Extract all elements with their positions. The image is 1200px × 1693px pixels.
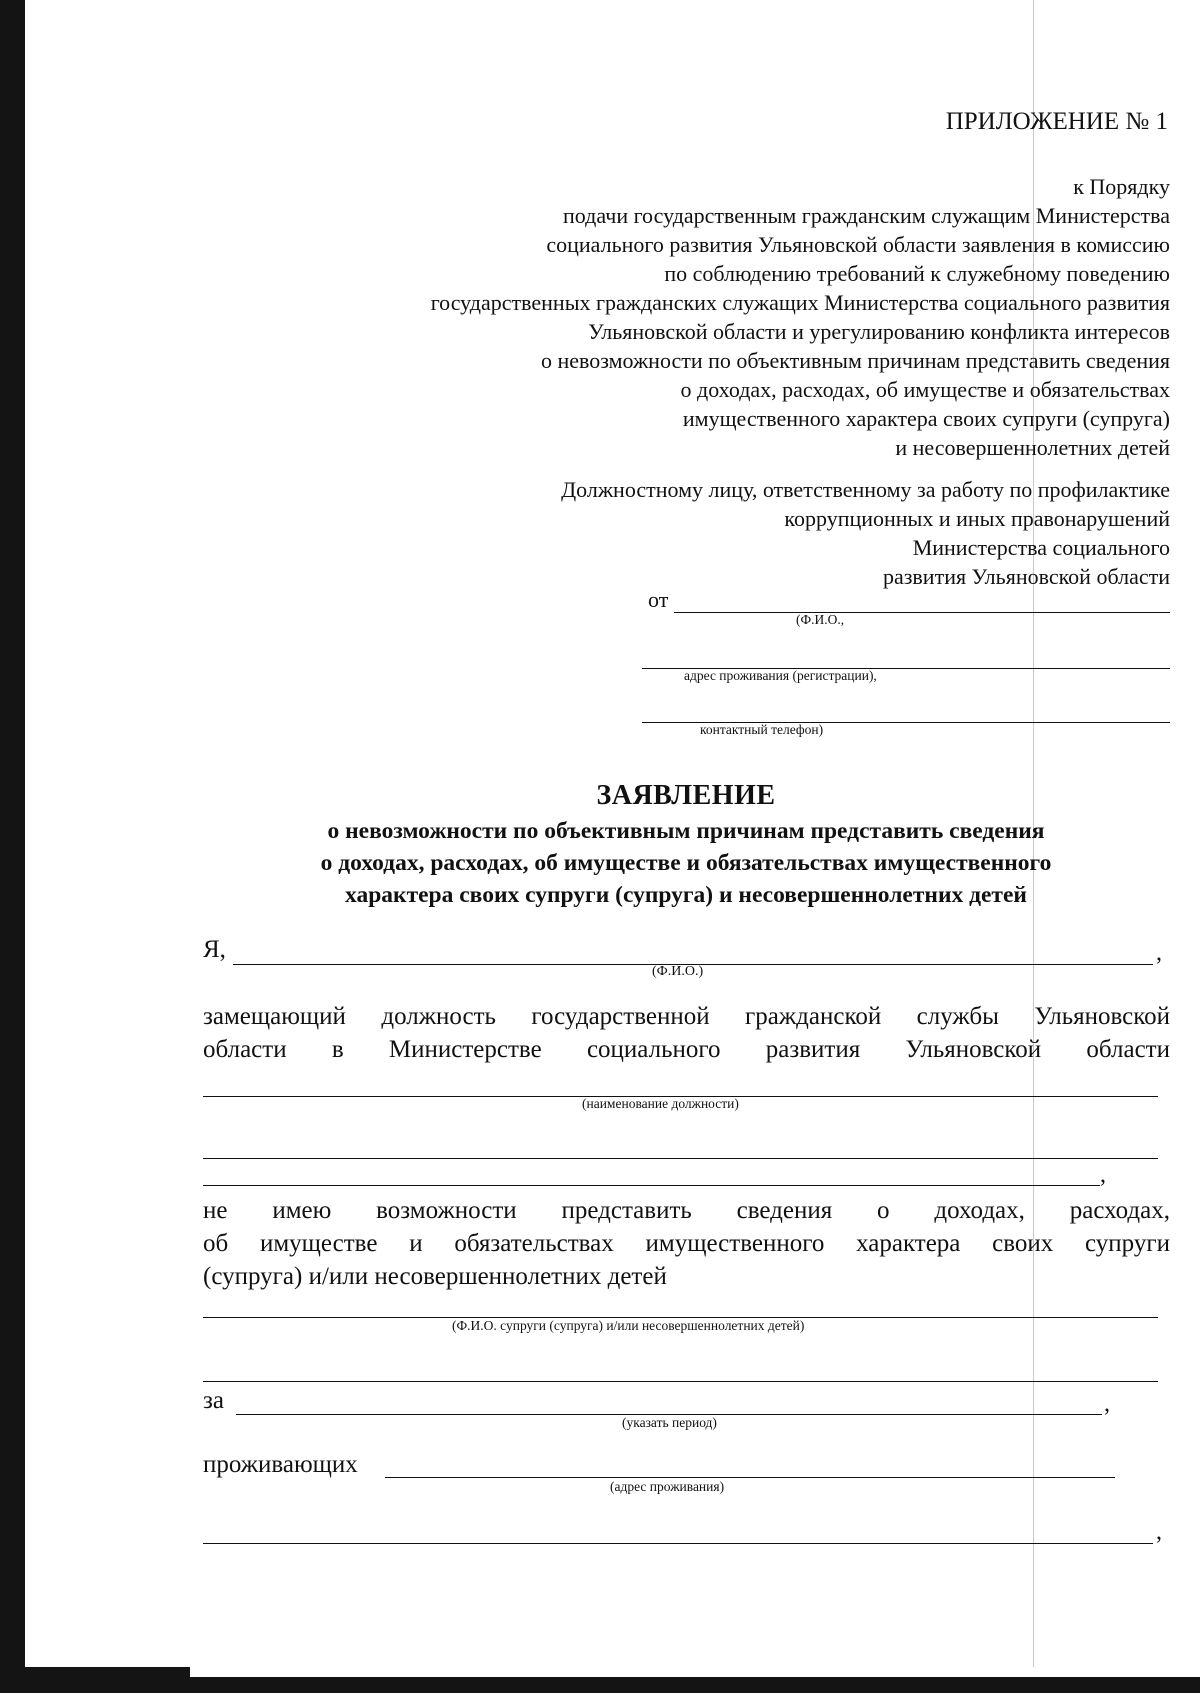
position-field-2[interactable]	[203, 1158, 1158, 1159]
sender-phone-caption: контактный телефон)	[700, 722, 824, 737]
comma: ,	[1100, 1162, 1106, 1188]
position-text-line: замещающий должность государственной гражданской службы Ульяновской	[203, 1003, 1170, 1030]
order-reference	[431, 172, 1170, 462]
scan-edge-gap	[190, 1667, 1200, 1677]
position-text-line: области в Министерстве социального развития Ульяновской области	[203, 1036, 1170, 1063]
addressee-line: Должностному лицу, ответственному за работу по профилактике	[561, 477, 1170, 502]
addressee-line: развития Ульяновской области	[882, 564, 1170, 589]
i-label: Я,	[203, 936, 226, 963]
unable-text-line: (супруга) и/или несовершеннолетних детей	[203, 1263, 667, 1290]
sender-address-caption: адрес проживания (регистрации),	[684, 668, 877, 683]
order-line: подачи государственным гражданским служащим Министерства	[563, 203, 1170, 228]
order-line: о невозможности по объективным причинам представить сведения	[540, 348, 1170, 373]
order-line: о доходах, расходах, об имуществе и обязательствах	[680, 377, 1170, 402]
unable-text-line: не имею возможности представить сведения о доходах, расходах,	[203, 1197, 1170, 1224]
period-caption: (указать период)	[622, 1415, 717, 1430]
addressee-line: коррупционных и иных правонарушений	[784, 506, 1170, 531]
living-address-field[interactable]	[385, 1477, 1115, 1478]
comma: ,	[1156, 940, 1162, 966]
comma: ,	[1104, 1391, 1110, 1417]
statement-subtitle-line: о доходах, расходах, об имуществе и обязательствах имущественного	[320, 850, 1052, 876]
family-fio-caption: (Ф.И.О. супруги (супруга) и/или несовершеннолетних детей)	[452, 1318, 805, 1333]
living-label: проживающих	[203, 1451, 358, 1478]
family-fio-field-2[interactable]	[203, 1381, 1158, 1382]
order-line: и несовершеннолетних детей	[895, 435, 1170, 460]
addressee-block	[561, 475, 1170, 591]
order-line: к Порядку	[1073, 174, 1170, 199]
period-label: за	[203, 1387, 224, 1414]
unable-text-line: об имуществе и обязательствах имущественного характера своих супруги	[203, 1230, 1170, 1257]
statement-subtitle-line: характера своих супруги (супруга) и несовершеннолетних детей	[345, 882, 1027, 908]
sender-fio-caption: (Ф.И.О.,	[796, 612, 845, 627]
living-address-caption: (адрес проживания)	[610, 1479, 725, 1494]
applicant-fio-caption: (Ф.И.О.)	[652, 964, 704, 979]
from-label: от	[648, 587, 669, 612]
order-line: социального развития Ульяновской области заявления в комиссию	[546, 232, 1170, 257]
addressee-line: Министерства социального	[912, 535, 1170, 560]
statement-subtitle	[200, 815, 1172, 911]
scan-edge-left	[0, 0, 25, 1693]
order-line: государственных гражданских служащих Министерства социального развития	[430, 290, 1170, 315]
living-address-field-2[interactable]	[203, 1543, 1153, 1544]
statement-title: ЗАЯВЛЕНИЕ	[596, 780, 776, 811]
order-line: по соблюдению требований к служебному поведению	[664, 261, 1170, 286]
order-line: имущественного характера своих супруги (супруга)	[682, 406, 1170, 431]
position-field-3[interactable]	[203, 1185, 1100, 1186]
comma: ,	[1156, 1519, 1162, 1545]
sender-fio-field[interactable]	[674, 612, 1170, 613]
order-line: Ульяновской области и урегулированию конфликта интересов	[588, 319, 1170, 344]
statement-subtitle-line: о невозможности по объективным причинам представить сведения	[327, 818, 1045, 844]
position-caption: (наименование должности)	[582, 1096, 739, 1111]
appendix-title: ПРИЛОЖЕНИЕ № 1	[945, 108, 1168, 135]
